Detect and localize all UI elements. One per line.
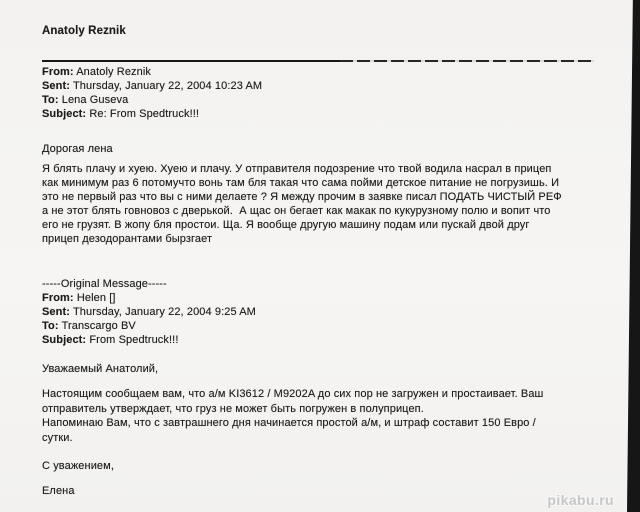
header-value: Helen []	[76, 292, 116, 304]
original-greeting: Уважаемый Анатолий,	[42, 363, 159, 375]
body-line: сутки.	[42, 431, 73, 444]
header-divider-line	[42, 60, 594, 62]
header-label: From:	[42, 292, 74, 304]
header-row-to	[42, 93, 602, 107]
header-label: To:	[42, 94, 59, 106]
original-message-separator: -----Original Message-----	[42, 278, 167, 290]
orig-header-row-subject	[42, 333, 602, 347]
header-value: Thursday, January 22, 2004 9:25 AM	[72, 306, 256, 318]
header-value: Lena Guseva	[61, 94, 129, 106]
orig-header-row-to	[42, 319, 602, 333]
header-label: Sent:	[42, 306, 70, 318]
scan-edge-bar	[627, 0, 640, 512]
body-line: Настоящим сообщаем вам, что а/м KI3612 / M9202A до сих пор не загружен и простаивает. Ваш	[42, 388, 544, 400]
body-line: прицеп дезодорантами бырзгает	[42, 233, 213, 245]
header-label: To:	[42, 320, 59, 332]
pikabu-watermark: pikabu.ru	[547, 492, 614, 508]
closing-salutation: С уважением,	[42, 460, 114, 472]
email-sender-name: Anatoly Reznik	[42, 25, 126, 37]
body-line: это не первый раз что вы с ними делаете ? Я между прочим в заявке писал ПОДАТЬ ЧИСТЫЙ РЕФ	[42, 191, 562, 203]
body-line: отправитель утверждает, что груз не может быть погружен в полуприцеп.	[42, 402, 424, 415]
original-body-paragraph	[42, 387, 602, 445]
header-value: Transcargo BV	[61, 320, 136, 332]
orig-header-row-sent	[42, 305, 602, 319]
header-label: Sent:	[42, 80, 70, 92]
body-line: его не грузят. В жопу бля простои. Ща. Я вообще другую машину подам или пускай двой друг	[42, 219, 530, 231]
reply-greeting: Дорогая лена	[42, 143, 113, 155]
header-label: Subject:	[42, 334, 87, 346]
header-row-subject	[42, 107, 602, 121]
header-value: Anatoly Reznik	[76, 66, 152, 78]
body-line: как минимум раз 6 потомучто вонь там бля такая что сама пойми детское питание не погрузишь. И	[42, 177, 560, 189]
header-value: Re: From Spedtruck!!!	[89, 108, 200, 120]
header-label: From:	[42, 66, 74, 78]
header-label: Subject:	[42, 108, 87, 120]
body-line: Я блять плачу и хуею. Хуею и плачу. У отправителя подозрение что твой водила насрал в прицеп	[42, 163, 552, 175]
header-value: Thursday, January 22, 2004 10:23 AM	[72, 80, 263, 92]
email-content	[42, 24, 602, 498]
signature-name: Елена	[42, 485, 75, 497]
header-value: From Spedtruck!!!	[89, 334, 179, 346]
body-line: Напоминаю Вам, что с завтрашнего дня начинается простой а/м, и штраф составит 150 Евро /	[42, 417, 536, 429]
body-line: а не этот блять говновоз с дверькой. А щас он бегает как макак по кукурузному полю и вопит что	[42, 205, 551, 217]
header-row-sent	[42, 79, 602, 93]
orig-header-row-from	[42, 291, 602, 305]
reply-body-paragraph	[42, 162, 602, 246]
header-row-from	[42, 65, 602, 79]
